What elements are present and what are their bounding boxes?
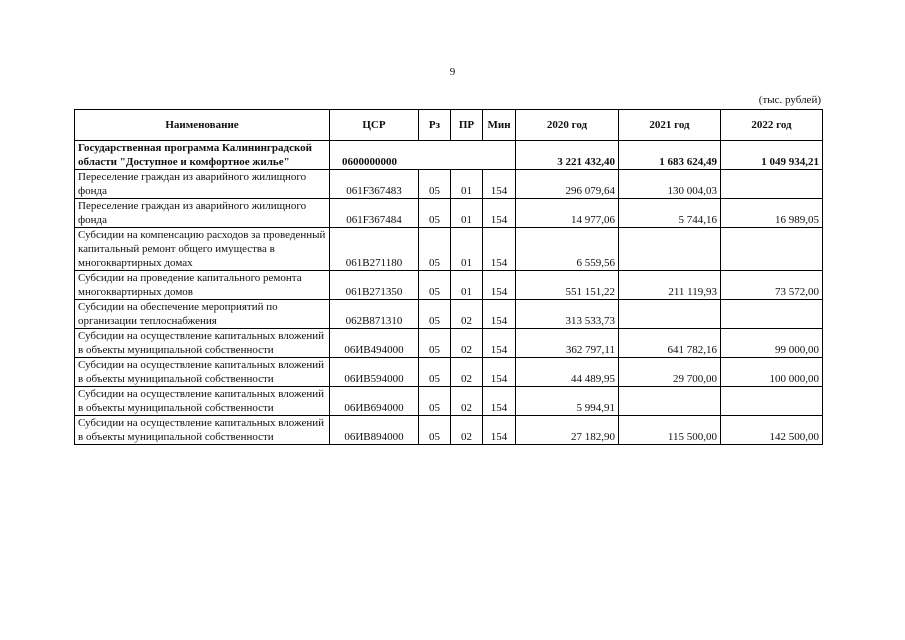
table-row <box>75 358 823 387</box>
cell-2021 <box>619 300 721 329</box>
cell-name: Субсидии на осуществление капитальных вложений в объекты муниципальной собственности <box>75 416 330 445</box>
cell-pr: 01 <box>451 228 483 271</box>
cell-2022: 73 572,00 <box>721 271 823 300</box>
cell-name: Субсидии на осуществление капитальных вложений в объекты муниципальной собственности <box>75 358 330 387</box>
header-rz: Рз <box>419 110 451 141</box>
header-2021: 2021 год <box>619 110 721 141</box>
cell-2021: 211 119,93 <box>619 271 721 300</box>
cell-2020: 5 994,91 <box>516 387 619 416</box>
cell-csr: 061В271350 <box>330 271 419 300</box>
cell-pr: 02 <box>451 387 483 416</box>
table-row <box>75 170 823 199</box>
cell-min: 154 <box>483 199 516 228</box>
cell-name: Субсидии на компенсацию расходов за проведенный капитальный ремонт общего имущества в многоквартирных домах <box>75 228 330 271</box>
cell-2022 <box>721 170 823 199</box>
cell-2022 <box>721 300 823 329</box>
cell-pr: 01 <box>451 199 483 228</box>
cell-2021 <box>619 228 721 271</box>
cell-2020: 6 559,56 <box>516 228 619 271</box>
cell-2020: 362 797,11 <box>516 329 619 358</box>
cell-2020: 14 977,06 <box>516 199 619 228</box>
table-row <box>75 271 823 300</box>
cell-2021: 5 744,16 <box>619 199 721 228</box>
cell-2022 <box>721 387 823 416</box>
program-2022: 1 049 934,21 <box>721 141 823 170</box>
cell-2021: 29 700,00 <box>619 358 721 387</box>
cell-min: 154 <box>483 329 516 358</box>
cell-csr: 062В871310 <box>330 300 419 329</box>
header-min: Мин <box>483 110 516 141</box>
cell-rz: 05 <box>419 387 451 416</box>
cell-2020: 313 533,73 <box>516 300 619 329</box>
cell-2022: 16 989,05 <box>721 199 823 228</box>
cell-min: 154 <box>483 170 516 199</box>
cell-name: Переселение граждан из аварийного жилищного фонда <box>75 199 330 228</box>
header-csr: ЦСР <box>330 110 419 141</box>
cell-2022 <box>721 228 823 271</box>
cell-min: 154 <box>483 228 516 271</box>
cell-rz: 05 <box>419 228 451 271</box>
table-row <box>75 387 823 416</box>
table-row <box>75 416 823 445</box>
cell-pr: 02 <box>451 300 483 329</box>
cell-name: Переселение граждан из аварийного жилищного фонда <box>75 170 330 199</box>
cell-2022: 99 000,00 <box>721 329 823 358</box>
header-2020: 2020 год <box>516 110 619 141</box>
units-note: (тыс. рублей) <box>758 94 821 106</box>
cell-csr: 061В271180 <box>330 228 419 271</box>
cell-rz: 05 <box>419 271 451 300</box>
cell-pr: 02 <box>451 358 483 387</box>
cell-csr: 061F367483 <box>330 170 419 199</box>
header-row <box>75 110 823 141</box>
cell-csr: 06ИВ894000 <box>330 416 419 445</box>
cell-name: Субсидии на обеспечение мероприятий по организации теплоснабжения <box>75 300 330 329</box>
cell-2020: 296 079,64 <box>516 170 619 199</box>
program-2020: 3 221 432,40 <box>516 141 619 170</box>
header-2022: 2022 год <box>721 110 823 141</box>
cell-2021 <box>619 387 721 416</box>
cell-min: 154 <box>483 300 516 329</box>
cell-2020: 551 151,22 <box>516 271 619 300</box>
cell-min: 154 <box>483 416 516 445</box>
page-number: 9 <box>449 66 456 78</box>
cell-pr: 02 <box>451 329 483 358</box>
cell-rz: 05 <box>419 416 451 445</box>
cell-rz: 05 <box>419 199 451 228</box>
cell-csr: 061F367484 <box>330 199 419 228</box>
table-row <box>75 199 823 228</box>
cell-name: Субсидии на осуществление капитальных вложений в объекты муниципальной собственности <box>75 387 330 416</box>
cell-min: 154 <box>483 387 516 416</box>
cell-min: 154 <box>483 358 516 387</box>
cell-name: Субсидии на осуществление капитальных вложений в объекты муниципальной собственности <box>75 329 330 358</box>
cell-pr: 02 <box>451 416 483 445</box>
cell-rz: 05 <box>419 329 451 358</box>
cell-rz: 05 <box>419 358 451 387</box>
cell-csr: 06ИВ494000 <box>330 329 419 358</box>
table-row <box>75 300 823 329</box>
program-2021: 1 683 624,49 <box>619 141 721 170</box>
cell-2021: 130 004,03 <box>619 170 721 199</box>
cell-2022: 142 500,00 <box>721 416 823 445</box>
cell-pr: 01 <box>451 170 483 199</box>
cell-2021: 115 500,00 <box>619 416 721 445</box>
cell-rz: 05 <box>419 300 451 329</box>
program-name: Государственная программа Калининградской области "Доступное и комфортное жилье" <box>75 141 330 170</box>
cell-min: 154 <box>483 271 516 300</box>
cell-csr: 06ИВ594000 <box>330 358 419 387</box>
table-row <box>75 329 823 358</box>
cell-csr: 06ИВ694000 <box>330 387 419 416</box>
cell-2021: 641 782,16 <box>619 329 721 358</box>
cell-2022: 100 000,00 <box>721 358 823 387</box>
header-name: Наименование <box>75 110 330 141</box>
cell-2020: 44 489,95 <box>516 358 619 387</box>
program-csr: 0600000000 <box>330 141 516 170</box>
header-pr: ПР <box>451 110 483 141</box>
cell-name: Субсидии на проведение капитального ремонта многоквартирных домов <box>75 271 330 300</box>
cell-pr: 01 <box>451 271 483 300</box>
program-row <box>75 141 823 170</box>
table-row <box>75 228 823 271</box>
cell-2020: 27 182,90 <box>516 416 619 445</box>
budget-table <box>74 109 823 445</box>
cell-rz: 05 <box>419 170 451 199</box>
